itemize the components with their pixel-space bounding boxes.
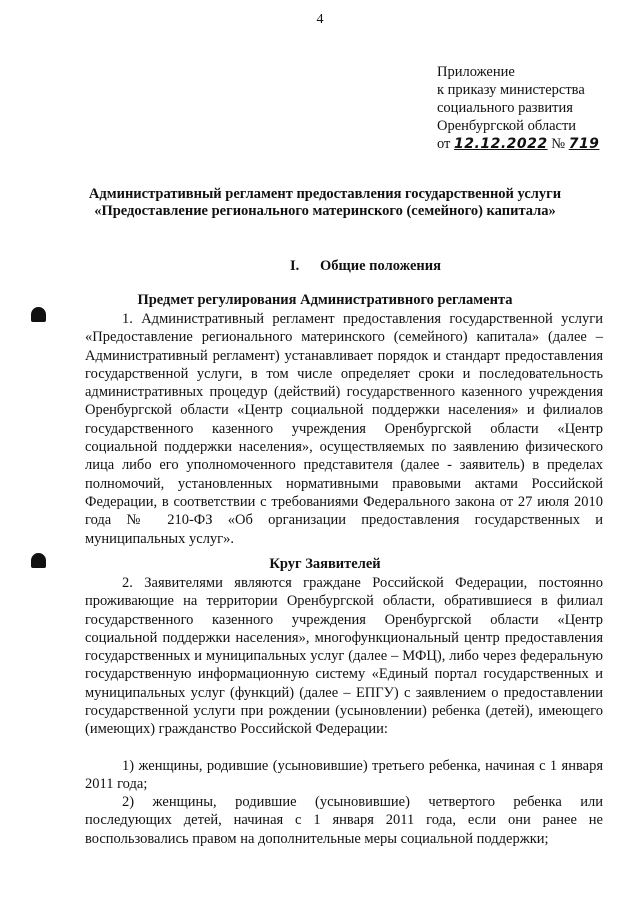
- annex-line-3: социального развития: [437, 100, 573, 116]
- punch-hole-mark: [31, 307, 46, 322]
- annex-line-2: к приказу министерства: [437, 82, 585, 98]
- annex-line-1: Приложение: [437, 64, 515, 80]
- section-number: I.: [290, 258, 300, 274]
- handwritten-date: 12.12.2022: [454, 136, 548, 152]
- annex-line-4: Оренбургской области: [437, 118, 577, 134]
- handwritten-number: 719: [568, 136, 600, 152]
- punch-hole-mark: [31, 553, 46, 568]
- annex-block: [437, 63, 599, 153]
- document-title: Административный регламент предоставления государственной услуги «Предоставление регионального материнского (семейного) капитала»: [88, 186, 562, 219]
- page-number: 4: [316, 12, 324, 27]
- list-item-2: 2) женщины, родившие (усыновившие) четвертого ребенка или последующих детей, начиная с 1 января 2011 года, если они ранее не воспользовались правом на дополнительные меры социальной поддержки;: [85, 794, 603, 847]
- subheading-regulation-subject: Предмет регулирования Административного регламента: [137, 292, 513, 308]
- paragraph-2: 2. Заявителями являются граждане Российской Федерации, постоянно проживающие на территории Оренбургской области, обратившиеся в филиал государственного казенного учреждения Оренбургской области «Центр социальной поддержки населения», многофункциональный центр предоставления государственных и муниципальных услуг (далее – МФЦ), либо через федеральную государственную информационную систему «Единый портал государственных и муниципальных услуг (функций) (далее – ЕПГУ) с заявлением о предоставлении государственной услуги при рождении (усыновлении) ребенка (детей), имеющего (имеющих) гражданство Российской Федерации:: [85, 575, 603, 738]
- subheading-applicants: Круг Заявителей: [269, 556, 381, 572]
- date-prefix: от: [437, 136, 451, 152]
- section-title: Общие положения: [320, 258, 441, 274]
- number-sign: №: [551, 136, 566, 152]
- paragraph-1: 1. Административный регламент предоставления государственной услуги «Предоставление регионального материнского (семейного) капитала» (далее – Административный регламент) устанавливает порядок и стандарт предоставления государственной услуги, в том числе определяет сроки и последовательность административных процедур (действий) государственного казенного учреждения Оренбургской области «Центр социальной поддержки населения» и филиалов государственного казенного учреждения Оренбургской области «Центр социальной поддержки населения», осуществляемых по заявлению физического лица либо его уполномоченного представителя (далее - заявитель) в пределах полномочий, установленных нормативными правовыми актами Российской Федерации, в соответствии с требованиями Федерального закона от 27 июля 2010 года № 210-ФЗ «Об организации предоставления государственных и муниципальных услуг».: [85, 311, 603, 547]
- annex-date-line: [437, 135, 599, 153]
- list-item-1: 1) женщины, родившие (усыновившие) третьего ребенка, начиная с 1 января 2011 года;: [85, 758, 603, 793]
